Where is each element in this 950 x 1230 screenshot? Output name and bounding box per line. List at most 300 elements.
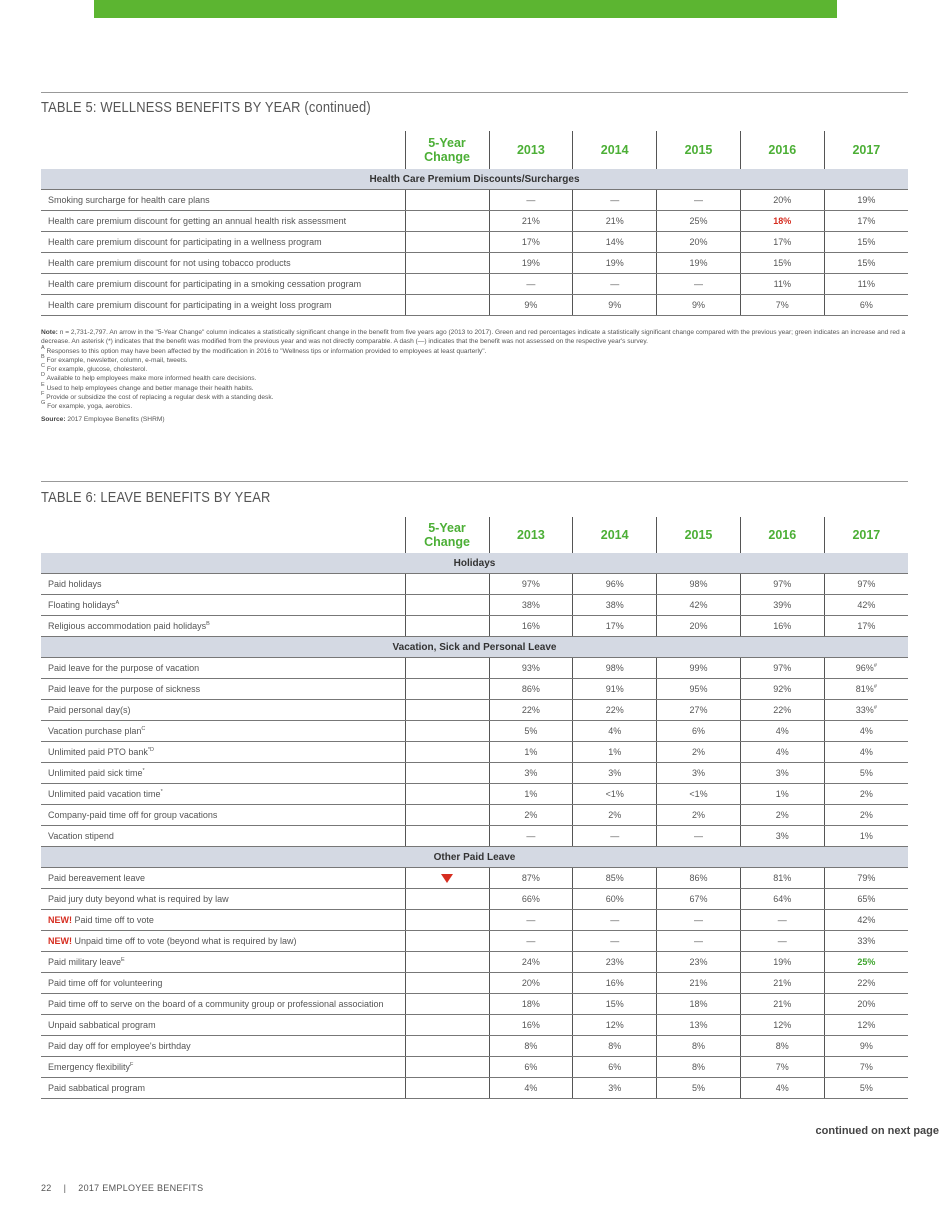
value-text: 16% <box>605 978 624 988</box>
row-label <box>41 910 405 931</box>
table-row <box>41 1015 908 1036</box>
value-text: 17% <box>773 237 792 247</box>
value-cell-2013 <box>489 973 573 994</box>
footnote-marker: C <box>141 726 146 732</box>
value-text: 20% <box>689 237 708 247</box>
value-cell-2013 <box>489 763 573 784</box>
row-label <box>41 190 405 211</box>
footnote-marker: A <box>115 600 120 606</box>
value-cell-2014 <box>573 679 657 700</box>
value-cell-2014 <box>573 595 657 616</box>
five-year-change-cell <box>405 742 489 763</box>
value-text: 2% <box>691 810 705 820</box>
modified-marker: # <box>873 663 877 669</box>
value-cell-2016 <box>740 1078 824 1099</box>
value-cell-2016 <box>740 1057 824 1078</box>
value-text: 12% <box>773 1020 792 1030</box>
value-cell-2013 <box>489 1057 573 1078</box>
value-text: 7% <box>775 1062 789 1072</box>
footnote <box>41 381 911 393</box>
value-text: 4% <box>859 726 873 736</box>
row-label-text: Emergency flexibility <box>48 1062 131 1072</box>
footnote-marker: * <box>160 789 163 795</box>
value-text: 18% <box>689 999 708 1009</box>
value-text: 2% <box>859 789 873 799</box>
value-cell-2017 <box>824 211 908 232</box>
footnote-marker: G <box>41 400 46 407</box>
table-row <box>41 1078 908 1099</box>
value-cell-2015 <box>657 952 741 973</box>
value-cell-2016 <box>740 274 824 295</box>
value-cell-2016 <box>740 994 824 1015</box>
down-arrow-icon <box>441 874 453 883</box>
value-cell-2017 <box>824 868 908 889</box>
source-label: Source: <box>41 415 66 423</box>
table-row <box>41 595 908 616</box>
value-text: 98% <box>689 579 708 589</box>
value-cell-2017 <box>824 994 908 1015</box>
value-cell-2015 <box>657 973 741 994</box>
value-cell-2016 <box>740 763 824 784</box>
value-cell-2014 <box>573 211 657 232</box>
value-cell-2016 <box>740 700 824 721</box>
publication-title: 2017 EMPLOYEE BENEFITS <box>78 1183 204 1193</box>
footnote-text: Responses to this option may have been affected by the modification in 2016 to "Wellness tips or information provided to employees at least quarterly". <box>46 347 487 355</box>
value-text: — <box>526 831 536 841</box>
value-text: 20% <box>773 195 792 205</box>
row-label <box>41 253 405 274</box>
value-cell-2016 <box>740 952 824 973</box>
value-cell-2013 <box>489 721 573 742</box>
value-cell-2014 <box>573 616 657 637</box>
table-row <box>41 721 908 742</box>
row-label <box>41 994 405 1015</box>
column-header-2015: 2015 <box>657 517 741 553</box>
value-cell-2017 <box>824 889 908 910</box>
value-text: 96% <box>605 579 624 589</box>
value-cell-2015 <box>657 679 741 700</box>
header-row <box>41 131 908 169</box>
table-row <box>41 295 908 316</box>
table-row <box>41 973 908 994</box>
value-cell-2014 <box>573 763 657 784</box>
value-cell-2015 <box>657 1078 741 1099</box>
row-label <box>41 889 405 910</box>
value-text: 87% <box>521 873 540 883</box>
value-cell-2013 <box>489 190 573 211</box>
footnote-marker: *D <box>147 747 155 753</box>
value-text: 19% <box>521 258 540 268</box>
value-text: 15% <box>605 999 624 1009</box>
value-cell-2013 <box>489 910 573 931</box>
value-cell-2015 <box>657 994 741 1015</box>
value-cell-2017 <box>824 658 908 679</box>
value-text: 21% <box>521 216 540 226</box>
section-header-row <box>41 637 908 658</box>
value-text: 67% <box>689 894 708 904</box>
value-text: 5% <box>524 726 538 736</box>
value-cell-2013 <box>489 595 573 616</box>
five-year-change-cell <box>405 931 489 952</box>
value-text: 16% <box>521 1020 540 1030</box>
table5 <box>41 131 908 316</box>
row-label <box>41 295 405 316</box>
value-text: 27% <box>689 705 708 715</box>
section-header-row <box>41 169 908 190</box>
value-cell-2015 <box>657 826 741 847</box>
column-header-2016: 2016 <box>740 131 824 169</box>
new-badge: NEW! <box>48 936 72 946</box>
value-text: 25% <box>857 957 876 967</box>
column-header-2013: 2013 <box>489 517 573 553</box>
value-text: 16% <box>521 621 540 631</box>
value-text: 16% <box>773 621 792 631</box>
five-year-change-cell <box>405 679 489 700</box>
value-text: 12% <box>857 1020 876 1030</box>
value-text: 22% <box>773 705 792 715</box>
column-header-5-year-change: 5-Year Change <box>405 517 489 553</box>
table-row <box>41 700 908 721</box>
row-label-text: Paid military leave <box>48 957 122 967</box>
value-cell-2017 <box>824 1078 908 1099</box>
value-text: — <box>526 195 536 205</box>
row-label <box>41 274 405 295</box>
value-cell-2017 <box>824 253 908 274</box>
five-year-change-cell <box>405 232 489 253</box>
header-blank-cell <box>41 131 405 169</box>
row-label <box>41 868 405 889</box>
five-year-change-cell <box>405 211 489 232</box>
value-text: — <box>777 915 787 925</box>
value-text: 81% <box>855 684 874 694</box>
value-cell-2017 <box>824 973 908 994</box>
value-text: 5% <box>691 1083 705 1093</box>
value-cell-2015 <box>657 253 741 274</box>
value-cell-2015 <box>657 658 741 679</box>
header-blank-cell <box>41 517 405 553</box>
value-cell-2014 <box>573 826 657 847</box>
five-year-change-cell <box>405 805 489 826</box>
value-cell-2017 <box>824 616 908 637</box>
footnote-marker: B <box>206 621 210 627</box>
footnote-marker: * <box>142 768 145 774</box>
value-cell-2016 <box>740 295 824 316</box>
value-cell-2014 <box>573 784 657 805</box>
value-cell-2014 <box>573 1057 657 1078</box>
five-year-change-cell <box>405 274 489 295</box>
value-text: 12% <box>605 1020 624 1030</box>
value-text: 39% <box>773 600 792 610</box>
value-text: 85% <box>605 873 624 883</box>
value-cell-2014 <box>573 1078 657 1099</box>
footnote-marker: C <box>41 363 45 370</box>
value-cell-2016 <box>740 973 824 994</box>
row-label-text: Floating holidays <box>48 600 116 610</box>
five-year-change-cell <box>405 595 489 616</box>
row-label-text: Company-paid time off for group vacations <box>48 810 218 820</box>
value-text: 11% <box>773 279 791 289</box>
value-cell-2014 <box>573 574 657 595</box>
value-text: 91% <box>605 684 624 694</box>
table6 <box>41 517 908 1099</box>
modified-marker: # <box>873 705 877 711</box>
footnote-marker: E <box>41 381 45 388</box>
value-text: 2% <box>524 810 538 820</box>
value-cell-2015 <box>657 721 741 742</box>
value-text: 98% <box>605 663 624 673</box>
value-cell-2013 <box>489 232 573 253</box>
table-row <box>41 868 908 889</box>
value-cell-2013 <box>489 295 573 316</box>
value-text: 8% <box>524 1041 538 1051</box>
footnote-marker: F <box>130 1062 134 1068</box>
value-cell-2016 <box>740 1036 824 1057</box>
value-cell-2014 <box>573 742 657 763</box>
value-cell-2013 <box>489 1036 573 1057</box>
row-label-text: Unpaid sabbatical program <box>48 1020 156 1030</box>
column-header-2017: 2017 <box>824 517 908 553</box>
value-cell-2015 <box>657 190 741 211</box>
value-text: 4% <box>775 1083 789 1093</box>
value-cell-2017 <box>824 931 908 952</box>
section-title: Vacation, Sick and Personal Leave <box>41 637 908 658</box>
value-text: 3% <box>608 1083 622 1093</box>
row-label <box>41 211 405 232</box>
value-text: 7% <box>859 1062 873 1072</box>
value-text: 38% <box>521 600 540 610</box>
note-paragraph <box>41 328 911 347</box>
five-year-change-cell <box>405 1036 489 1057</box>
row-label-text: Paid time off for volunteering <box>48 978 163 988</box>
value-text: — <box>526 915 536 925</box>
five-year-change-cell <box>405 700 489 721</box>
footnote-text: Used to help employees change and better manage their health habits. <box>46 384 254 392</box>
five-year-change-cell <box>405 952 489 973</box>
value-text: 15% <box>773 258 792 268</box>
column-header-2015: 2015 <box>657 131 741 169</box>
five-year-change-cell <box>405 973 489 994</box>
footer-separator: | <box>63 1183 67 1193</box>
value-cell-2016 <box>740 616 824 637</box>
value-text: 8% <box>608 1041 622 1051</box>
value-text: 23% <box>689 957 708 967</box>
value-cell-2016 <box>740 889 824 910</box>
value-text: 17% <box>857 621 876 631</box>
value-cell-2015 <box>657 910 741 931</box>
value-text: 97% <box>521 579 540 589</box>
value-cell-2013 <box>489 784 573 805</box>
section-title: Health Care Premium Discounts/Surcharges <box>41 169 908 190</box>
value-text: 17% <box>521 237 540 247</box>
value-text: 65% <box>857 894 876 904</box>
row-label <box>41 763 405 784</box>
row-label-text: Paid leave for the purpose of vacation <box>48 663 200 673</box>
section-title: Holidays <box>41 553 908 574</box>
five-year-change-cell <box>405 826 489 847</box>
row-label <box>41 1036 405 1057</box>
footnote-text: For example, glucose, cholesterol. <box>46 366 148 374</box>
value-cell-2014 <box>573 658 657 679</box>
value-cell-2015 <box>657 742 741 763</box>
value-text: 4% <box>775 726 789 736</box>
value-text: 22% <box>521 705 540 715</box>
table-row <box>41 232 908 253</box>
value-text: 79% <box>857 873 876 883</box>
value-cell-2017 <box>824 910 908 931</box>
row-label-text: Paid sabbatical program <box>48 1083 146 1093</box>
row-label-text: Health care premium discount for participating in a wellness program <box>48 237 322 247</box>
footnote-marker: D <box>41 372 45 379</box>
value-text: 2% <box>775 810 789 820</box>
value-text: 3% <box>524 768 538 778</box>
section-title: Other Paid Leave <box>41 847 908 868</box>
value-cell-2016 <box>740 253 824 274</box>
table-row <box>41 742 908 763</box>
row-label-text: Unlimited paid vacation time <box>48 789 161 799</box>
value-text: 8% <box>775 1041 789 1051</box>
value-cell-2015 <box>657 274 741 295</box>
value-cell-2013 <box>489 994 573 1015</box>
row-label-text: Paid day off for employee's birthday <box>48 1041 191 1051</box>
value-cell-2014 <box>573 274 657 295</box>
value-text: 5% <box>859 1083 873 1093</box>
value-text: 97% <box>857 579 876 589</box>
value-cell-2015 <box>657 889 741 910</box>
value-text: 15% <box>857 237 876 247</box>
value-text: 4% <box>775 747 789 757</box>
value-text: 17% <box>605 621 624 631</box>
table-row <box>41 826 908 847</box>
row-label <box>41 952 405 973</box>
value-text: — <box>610 915 620 925</box>
row-label-text: Paid leave for the purpose of sickness <box>48 684 201 694</box>
value-text: 20% <box>857 999 876 1009</box>
table-row <box>41 211 908 232</box>
row-label-text: Unlimited paid sick time <box>48 768 143 778</box>
column-header-2013: 2013 <box>489 131 573 169</box>
row-label <box>41 574 405 595</box>
value-cell-2014 <box>573 1036 657 1057</box>
value-cell-2014 <box>573 931 657 952</box>
value-cell-2017 <box>824 274 908 295</box>
value-text: 8% <box>691 1041 705 1051</box>
value-cell-2015 <box>657 784 741 805</box>
value-text: 22% <box>857 978 876 988</box>
value-text: 96% <box>855 663 874 673</box>
table-row <box>41 658 908 679</box>
row-label <box>41 721 405 742</box>
row-label <box>41 616 405 637</box>
value-cell-2015 <box>657 295 741 316</box>
five-year-change-cell <box>405 889 489 910</box>
value-text: — <box>693 936 703 946</box>
value-text: 19% <box>605 258 624 268</box>
row-label <box>41 232 405 253</box>
value-text: <1% <box>689 789 708 799</box>
value-text: 21% <box>605 216 624 226</box>
value-cell-2013 <box>489 253 573 274</box>
value-cell-2013 <box>489 868 573 889</box>
value-text: 92% <box>773 684 792 694</box>
value-cell-2015 <box>657 211 741 232</box>
value-cell-2014 <box>573 232 657 253</box>
value-text: 42% <box>857 600 876 610</box>
value-text: 66% <box>521 894 540 904</box>
value-cell-2015 <box>657 763 741 784</box>
value-text: 95% <box>689 684 708 694</box>
value-text: 11% <box>857 279 876 289</box>
source-line <box>41 415 911 424</box>
row-label-text: Health care premium discount for participating in a smoking cessation program <box>48 279 362 289</box>
value-cell-2015 <box>657 931 741 952</box>
note-text: n = 2,731-2,797. An arrow in the "5-Year Change" column indicates a statistically significant change in the benefit from five years ago (2013 to 2017). Green and red percentages indicate a statistically significant change compared with the previous year; green indicates an increase and red a decrease. An asterisk (*) indicates that the benefit was modified from the previous year and was not directly comparable. A dash (—) indicates that the benefit was not assessed on the respective year's survey. <box>41 329 906 346</box>
value-text: — <box>526 279 536 289</box>
row-label <box>41 658 405 679</box>
value-cell-2013 <box>489 931 573 952</box>
value-text: 1% <box>608 747 622 757</box>
value-cell-2013 <box>489 211 573 232</box>
value-cell-2017 <box>824 805 908 826</box>
footnote <box>41 402 911 411</box>
five-year-change-cell <box>405 721 489 742</box>
value-cell-2017 <box>824 763 908 784</box>
value-cell-2016 <box>740 910 824 931</box>
value-cell-2017 <box>824 574 908 595</box>
five-year-change-cell <box>405 910 489 931</box>
value-cell-2016 <box>740 784 824 805</box>
value-cell-2017 <box>824 595 908 616</box>
value-text: 19% <box>857 195 876 205</box>
value-cell-2016 <box>740 679 824 700</box>
table-row <box>41 763 908 784</box>
value-text: 1% <box>775 789 789 799</box>
value-text: 18% <box>773 216 792 226</box>
value-cell-2015 <box>657 1057 741 1078</box>
source-text: 2017 Employee Benefits (SHRM) <box>67 415 165 423</box>
value-text: 93% <box>521 663 540 673</box>
five-year-change-cell <box>405 1057 489 1078</box>
value-text: — <box>693 831 703 841</box>
value-cell-2017 <box>824 1015 908 1036</box>
value-text: 1% <box>524 747 538 757</box>
value-cell-2014 <box>573 1015 657 1036</box>
value-text: 1% <box>524 789 538 799</box>
table-row <box>41 784 908 805</box>
row-label <box>41 1015 405 1036</box>
value-text: 9% <box>859 1041 873 1051</box>
value-cell-2014 <box>573 889 657 910</box>
table-row <box>41 805 908 826</box>
value-cell-2015 <box>657 1015 741 1036</box>
row-label <box>41 1078 405 1099</box>
value-cell-2015 <box>657 700 741 721</box>
continued-note: continued on next page <box>815 1125 939 1137</box>
footnote-text: For example, newsletter, column, e-mail, tweets. <box>46 356 188 364</box>
row-label-text: Paid time off to serve on the board of a community group or professional association <box>48 999 384 1009</box>
value-cell-2017 <box>824 1036 908 1057</box>
table-row <box>41 253 908 274</box>
value-cell-2014 <box>573 295 657 316</box>
value-cell-2014 <box>573 910 657 931</box>
row-label <box>41 784 405 805</box>
column-header-5-year-change: 5-Year Change <box>405 131 489 169</box>
value-cell-2017 <box>824 826 908 847</box>
row-label-text: Paid holidays <box>48 579 102 589</box>
value-text: — <box>777 936 787 946</box>
value-text: 15% <box>857 258 876 268</box>
value-cell-2014 <box>573 868 657 889</box>
footnote-list <box>41 344 911 412</box>
